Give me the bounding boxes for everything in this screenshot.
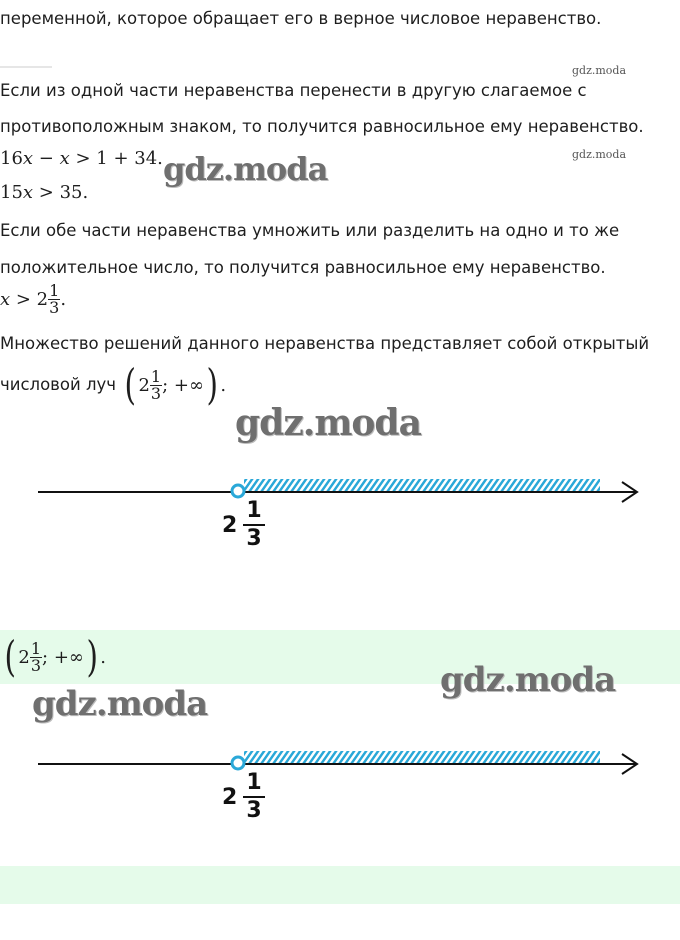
answer-dot: . bbox=[60, 289, 67, 310]
point-fraction-2 bbox=[243, 772, 264, 822]
final-den: 3 bbox=[30, 655, 42, 675]
eq1-minus: − bbox=[33, 148, 60, 169]
watermark-2: gdz.moda bbox=[235, 402, 421, 444]
answer-gt: > 2 bbox=[10, 289, 49, 310]
set-line2-text: числовой луч bbox=[0, 375, 117, 394]
rule2-line1: Если обе части неравенства умножить или разделить на одно и то же bbox=[0, 221, 620, 240]
eq1-var2: x bbox=[59, 148, 70, 169]
interval-close-paren: ) bbox=[206, 360, 218, 409]
point-num: 1 bbox=[243, 500, 264, 526]
answer-fraction bbox=[48, 283, 60, 316]
separator bbox=[0, 66, 52, 68]
watermark-small-2: gdz.moda bbox=[572, 148, 627, 161]
rule1-line2: противоположным знаком, то получится равносильное ему неравенство. bbox=[0, 117, 644, 136]
open-point bbox=[232, 485, 244, 497]
answer-var: x bbox=[0, 289, 11, 310]
point-label-1 bbox=[222, 500, 265, 550]
eq1-rest: > 1 + 34. bbox=[69, 148, 163, 169]
interval-fraction bbox=[150, 366, 162, 403]
point-whole-2: 2 bbox=[222, 784, 238, 810]
interval-1 bbox=[122, 360, 227, 409]
interval-num: 1 bbox=[150, 366, 162, 386]
point-den: 3 bbox=[246, 526, 262, 551]
point-whole: 2 bbox=[222, 512, 238, 538]
eq2-coef: 15 bbox=[0, 182, 23, 203]
final-open-paren: ( bbox=[4, 632, 16, 681]
final-interval bbox=[2, 630, 106, 684]
final-whole: 2 bbox=[18, 646, 30, 668]
final-tail: ; +∞ bbox=[42, 646, 84, 668]
equation-2 bbox=[0, 182, 88, 203]
number-line-2 bbox=[0, 732, 680, 832]
point-num-2: 1 bbox=[243, 772, 264, 798]
equation-1 bbox=[0, 148, 163, 169]
watermark-4: gdz.moda bbox=[32, 684, 208, 724]
interval-den: 3 bbox=[150, 383, 162, 403]
eq2-rest: > 35. bbox=[33, 182, 89, 203]
answer-inequality bbox=[0, 283, 66, 316]
rule2-line2: положительное число, то получится равносильное ему неравенство. bbox=[0, 258, 606, 277]
text-line-1: переменной, которое обращает его в верное числовое неравенство. bbox=[0, 9, 602, 28]
final-num: 1 bbox=[30, 638, 42, 658]
watermark-3: gdz.moda bbox=[440, 660, 616, 700]
set-line1: Множество решений данного неравенства представляет собой открытый bbox=[0, 334, 650, 353]
interval-dot: . bbox=[220, 374, 227, 396]
set-line2 bbox=[0, 360, 226, 410]
point-den-2: 3 bbox=[246, 798, 262, 823]
eq2-var: x bbox=[22, 182, 34, 203]
rule1-line1: Если из одной части неравенства перенести в другую слагаемое с bbox=[0, 81, 587, 100]
point-label-2 bbox=[222, 772, 265, 822]
answer-num: 1 bbox=[49, 281, 60, 300]
number-line-1 bbox=[0, 460, 680, 560]
interval-open-paren: ( bbox=[124, 360, 136, 409]
interval-whole: 2 bbox=[138, 374, 150, 396]
answer-den: 3 bbox=[49, 298, 60, 317]
eq1-coef: 16 bbox=[0, 148, 23, 169]
final-close-paren: ) bbox=[86, 632, 98, 681]
open-point-2 bbox=[232, 757, 244, 769]
answer-band-bottom bbox=[0, 866, 680, 904]
eq1-var: x bbox=[22, 148, 34, 169]
watermark-1: gdz.moda bbox=[163, 150, 328, 188]
watermark-small-1: gdz.moda bbox=[572, 64, 627, 77]
shaded-region bbox=[244, 479, 600, 491]
interval-tail: ; +∞ bbox=[162, 374, 204, 396]
final-dot: . bbox=[100, 646, 107, 668]
final-fraction bbox=[30, 638, 42, 675]
point-fraction bbox=[243, 500, 264, 550]
shaded-region-2 bbox=[244, 751, 600, 763]
